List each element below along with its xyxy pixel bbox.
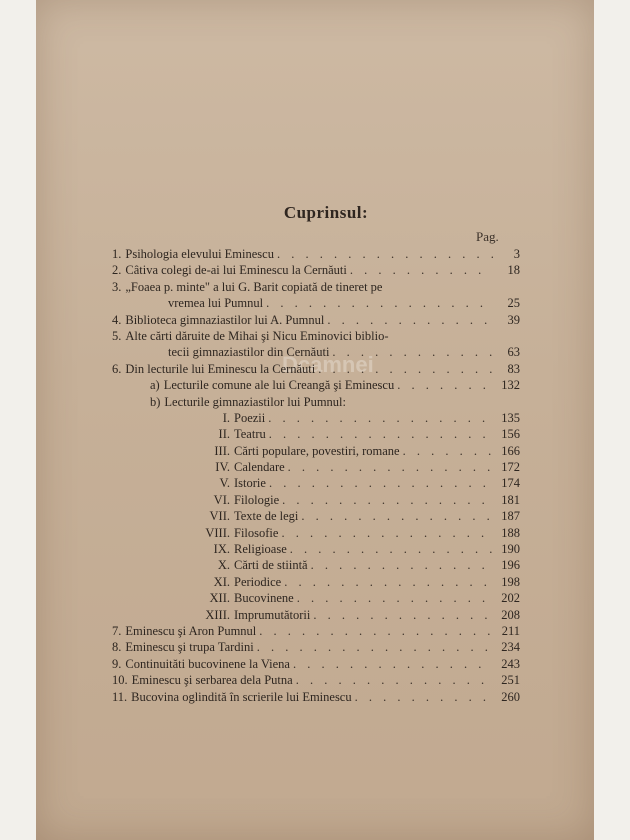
toc-entry-page: 166	[501, 443, 520, 458]
toc-entry	[112, 639, 520, 655]
toc-entry-title: Din lecturile lui Eminescu la Cernăuti	[125, 361, 316, 376]
background-left	[0, 0, 36, 840]
toc-entry-number: 4.	[112, 312, 122, 327]
toc-entry-page: 196	[501, 558, 520, 573]
toc-entry-number: 9.	[112, 656, 122, 671]
toc-entry-page: 211	[501, 623, 520, 638]
dot-leader	[397, 377, 493, 393]
toc-entry	[112, 689, 520, 705]
dot-leader	[297, 590, 493, 606]
toc-entry-number: 2.	[112, 263, 122, 278]
toc-entry	[112, 525, 520, 541]
toc-entry-title: Periodice	[234, 574, 282, 589]
toc-entry-page: 234	[501, 640, 520, 655]
toc-entry-page: 260	[501, 689, 520, 704]
toc-entry-title: Filosofie	[234, 525, 279, 540]
toc-entry-page: 135	[501, 410, 520, 425]
toc-entry-title: Istorie	[234, 476, 266, 491]
toc-entry-page: 39	[507, 312, 520, 327]
dot-leader	[266, 295, 493, 311]
dot-leader	[290, 541, 493, 557]
toc-entry	[112, 574, 520, 590]
toc-entry	[112, 312, 520, 328]
toc-entry	[112, 426, 520, 442]
toc-entry-title: Poezii	[234, 410, 266, 425]
toc-entry	[112, 623, 520, 639]
toc-entry-title: Calendare	[234, 460, 285, 475]
dot-leader	[301, 508, 493, 524]
toc-entry	[112, 443, 520, 459]
toc-entry-number: VIII.	[205, 525, 230, 540]
toc-entry-number: IX.	[213, 542, 230, 557]
toc-entry-title: Eminescu şi trupa Tardini	[125, 640, 254, 655]
table-of-contents	[112, 246, 520, 705]
toc-entry	[112, 459, 520, 475]
toc-entry-page: 190	[501, 542, 520, 557]
toc-entry-title: Teatru	[234, 427, 266, 442]
toc-entry	[112, 656, 520, 672]
toc-entry-page: 251	[501, 673, 520, 688]
toc-entry-number: 11.	[112, 689, 128, 704]
toc-entry-title: Texte de legi	[234, 509, 299, 524]
toc-entry-title: Cărti de stiintă	[234, 558, 308, 573]
toc-entry-number: III.	[214, 443, 230, 458]
toc-entry-page: 83	[507, 361, 520, 376]
dot-leader	[350, 262, 493, 278]
toc-entry-page: 202	[501, 591, 520, 606]
toc-entry	[112, 394, 520, 410]
toc-entry	[112, 344, 520, 360]
toc-entry-number: a)	[150, 378, 160, 393]
toc-entry-number: II.	[218, 427, 230, 442]
dot-leader	[355, 689, 493, 705]
toc-entry-number: V.	[219, 476, 230, 491]
toc-entry-title: Cărti populare, povestiri, romane	[234, 443, 400, 458]
toc-entry-page: 188	[501, 525, 520, 540]
dot-leader	[293, 656, 493, 672]
toc-entry	[112, 607, 520, 623]
toc-entry	[112, 672, 520, 688]
dot-leader	[327, 312, 493, 328]
toc-entry-number: b)	[150, 394, 161, 409]
toc-entry	[112, 541, 520, 557]
toc-entry	[112, 508, 520, 524]
watermark-text: Dcamnei	[282, 352, 374, 377]
toc-entry-page: 243	[501, 656, 520, 671]
dot-leader	[277, 246, 493, 262]
dot-leader	[332, 344, 493, 360]
toc-entry-title: „Foaea p. minte" a lui G. Barit copiată de tineret pe	[125, 279, 383, 294]
toc-entry-number: 8.	[112, 640, 122, 655]
toc-entry-title: Bucovina oglindită în scrierile lui Eminescu	[131, 689, 352, 704]
toc-entry-title: Lecturile comune ale lui Creangă şi Eminescu	[163, 378, 395, 393]
dot-leader	[284, 574, 493, 590]
toc-entry-number: 10.	[112, 673, 128, 688]
toc-entry	[112, 410, 520, 426]
toc-entry-number: 1.	[112, 247, 122, 261]
dot-leader	[268, 410, 493, 426]
dot-leader	[269, 475, 493, 491]
toc-entry-page: 63	[507, 345, 520, 360]
toc-entry-title: Filologie	[234, 492, 280, 507]
toc-entry	[112, 246, 520, 262]
dot-leader	[288, 459, 493, 475]
toc-entry	[112, 590, 520, 606]
toc-entry-page: 3	[513, 247, 520, 261]
toc-entry-page: 181	[501, 492, 520, 507]
toc-entry-number: XII.	[209, 591, 230, 606]
toc-entry-page: 172	[501, 460, 520, 475]
toc-entry-page: 132	[501, 378, 520, 393]
toc-entry-number: 7.	[112, 623, 122, 638]
dot-leader	[269, 426, 493, 442]
toc-entry-page: 156	[501, 427, 520, 442]
dot-leader	[281, 525, 493, 541]
dot-leader	[296, 672, 493, 688]
toc-entry-title: Psihologia elevului Eminescu	[125, 247, 274, 261]
toc-entry-title: vremea lui Pumnul	[168, 296, 264, 311]
toc-entry-number: 5.	[112, 328, 122, 343]
toc-entry-title: Continuităti bucovinene la Viena	[125, 656, 290, 671]
toc-entry	[112, 328, 520, 344]
toc-entry-number: VII.	[209, 509, 230, 524]
toc-entry-number: X.	[217, 558, 230, 573]
toc-entry-title: tecii gimnaziastilor din Cernăuti	[168, 345, 330, 360]
toc-entry	[112, 557, 520, 573]
toc-entry	[112, 475, 520, 491]
dot-leader	[403, 443, 493, 459]
toc-entry-number: 3.	[112, 279, 122, 294]
toc-entry-number: VI.	[213, 492, 230, 507]
toc-entry-page: 174	[501, 476, 520, 491]
toc-entry-title: Bucovinene	[234, 591, 294, 606]
dot-leader	[313, 607, 493, 623]
toc-entry-page: 187	[501, 509, 520, 524]
toc-entry-number: XI.	[213, 574, 230, 589]
toc-entry	[112, 295, 520, 311]
toc-entry-number: 6.	[112, 361, 122, 376]
toc-entry-title: Eminescu şi serbarea dela Putna	[131, 673, 293, 688]
page-column-label: Pag.	[476, 229, 499, 244]
toc-entry-page: 25	[507, 296, 520, 311]
toc-entry-title: Lecturile gimnaziastilor lui Pumnul:	[164, 394, 346, 409]
toc-entry-page: 208	[501, 607, 520, 622]
toc-entry-page: 198	[501, 574, 520, 589]
toc-entry-number: XIII.	[205, 607, 230, 622]
toc-entry-title: Imprumutătorii	[234, 607, 311, 622]
toc-entry-number: I.	[222, 410, 230, 425]
toc-entry-page: 18	[507, 263, 520, 278]
dot-leader	[282, 492, 493, 508]
dot-leader	[259, 623, 493, 639]
dot-leader	[257, 639, 493, 655]
toc-entry	[112, 492, 520, 508]
toc-entry-title: Eminescu şi Aron Pumnul	[125, 623, 257, 638]
toc-entry	[112, 361, 520, 377]
toc-entry-title: Alte cărti dăruite de Mihai şi Nicu Eminovici biblio-	[125, 328, 389, 343]
toc-entry-number: IV.	[215, 460, 230, 475]
toc-entry-title: Câtiva colegi de-ai lui Eminescu la Cernăuti	[125, 263, 347, 278]
background-right	[594, 0, 630, 840]
toc-entry-title: Biblioteca gimnaziastilor lui A. Pumnul	[125, 312, 325, 327]
toc-entry-title: Religioase	[234, 542, 287, 557]
toc-entry	[112, 262, 520, 278]
page-title: Cuprinsul:	[283, 203, 369, 222]
toc-entry	[112, 377, 520, 393]
dot-leader	[318, 361, 493, 377]
dot-leader	[311, 557, 493, 573]
toc-entry	[112, 279, 520, 295]
